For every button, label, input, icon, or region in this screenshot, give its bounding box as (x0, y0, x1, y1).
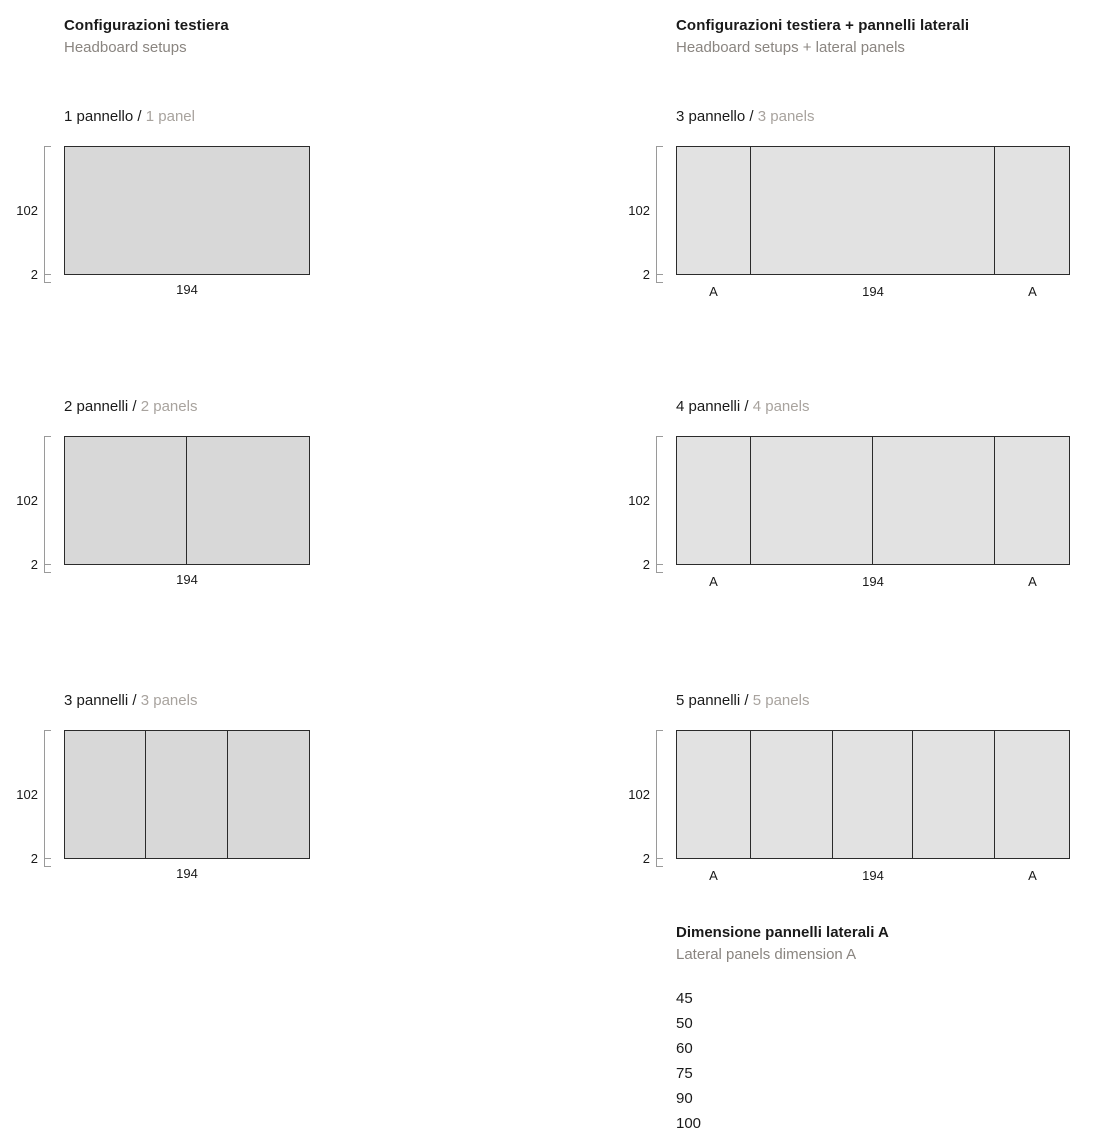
figure-4-panels-lateral-label-sep: / (744, 398, 749, 415)
figure-2-panels-label-sep: / (132, 398, 137, 415)
figure-3-panels-height-bracket (44, 730, 51, 859)
figure-3-panels-lateral-width-label: 194 (862, 284, 884, 299)
lateral-dimension-value: 50 (676, 1015, 693, 1032)
figure-5-panels-lateral-label (676, 692, 809, 709)
figure-5-panels-lateral-height-bracket (656, 730, 663, 859)
figure-1-panel-shape (64, 146, 310, 275)
figure-4-panels-lateral-label-en: 4 panels (752, 398, 810, 415)
figure-5-panels-lateral-base-label: 2 (642, 851, 650, 866)
figure-4-panels-lateral-base-label: 2 (642, 557, 650, 572)
figure-1-panel-base-label: 2 (30, 267, 38, 282)
lateral-panels-dimension-title-en: Lateral panels dimension A (676, 946, 857, 963)
figure-1-panel-height-bracket (44, 146, 51, 275)
right-column-title-it: Configurazioni testiera + pannelli laterali (676, 17, 970, 34)
figure-3-panels-lateral-label-sep: / (749, 108, 754, 125)
figure-1-panel-label-sep: / (137, 108, 142, 125)
figure-3-panels-lateral-label-it: 3 pannello (676, 108, 746, 125)
figure-2-panels-height-label: 102 (16, 493, 38, 508)
figure-4-panels-lateral-height-label: 102 (628, 493, 650, 508)
figure-1-panel-width-label: 194 (176, 282, 198, 297)
figure-1-panel-label (64, 108, 195, 125)
figure-4-panels-lateral-shape (676, 436, 1070, 565)
figure-3-panels-width-label: 194 (176, 866, 198, 881)
figure-5-panels-lateral-height-label: 102 (628, 787, 650, 802)
figure-4-panels-lateral-label-it: 4 pannelli (676, 398, 741, 415)
figure-3-panels-base-tick (44, 866, 51, 867)
figure-2-panels-shape (64, 436, 310, 565)
lateral-panels-dimension-title-it: Dimensione pannelli laterali A (676, 924, 889, 941)
figure-3-panels-lateral-base-tick (656, 282, 663, 283)
figure-3-panels-label (64, 692, 197, 709)
figure-2-panels-height-bracket (44, 436, 51, 565)
figure-2-panels-width-label: 194 (176, 572, 198, 587)
figure-5-panels-lateral-base-tick (656, 866, 663, 867)
figure-2-panels-label-it: 2 pannelli (64, 398, 129, 415)
figure-5-panels-lateral-shape (676, 730, 1070, 859)
figure-1-panel-label-it: 1 pannello (64, 108, 134, 125)
figure-1-panel-base-tick (44, 282, 51, 283)
left-column-title-en: Headboard setups (64, 39, 187, 56)
figure-3-panels-lateral-height-label: 102 (628, 203, 650, 218)
figure-4-panels-lateral-base-tick (656, 572, 663, 573)
lateral-dimension-value: 75 (676, 1065, 693, 1082)
figure-5-panels-lateral-left-label: A (709, 868, 718, 883)
figure-5-panels-lateral-width-label: 194 (862, 868, 884, 883)
figure-3-panels-height-label: 102 (16, 787, 38, 802)
lateral-panels-dimension-list (676, 986, 701, 1136)
figure-4-panels-lateral-left-label: A (709, 574, 718, 589)
figure-3-panels-lateral-left-label: A (709, 284, 718, 299)
figure-1-panel-height-label: 102 (16, 203, 38, 218)
figure-3-panels-shape (64, 730, 310, 859)
figure-4-panels-lateral-right-label: A (1028, 574, 1037, 589)
figure-3-panels-lateral-base-label: 2 (642, 267, 650, 282)
lateral-dimension-value: 90 (676, 1090, 693, 1107)
figure-3-panels-label-it: 3 pannelli (64, 692, 129, 709)
figure-5-panels-lateral-label-sep: / (744, 692, 749, 709)
figure-3-panels-lateral-label (676, 108, 814, 125)
figure-2-panels-label (64, 398, 197, 415)
figure-1-panel-label-en: 1 panel (145, 108, 195, 125)
right-column-title-en: Headboard setups + lateral panels (676, 39, 905, 56)
figure-4-panels-lateral-width-label: 194 (862, 574, 884, 589)
figure-5-panels-lateral-label-en: 5 panels (752, 692, 810, 709)
figure-3-panels-lateral-height-bracket (656, 146, 663, 275)
figure-3-panels-base-label: 2 (30, 851, 38, 866)
figure-4-panels-lateral-height-bracket (656, 436, 663, 565)
figure-5-panels-lateral-right-label: A (1028, 868, 1037, 883)
lateral-dimension-value: 100 (676, 1115, 702, 1132)
figure-2-panels-base-tick (44, 572, 51, 573)
lateral-dimension-value: 45 (676, 990, 693, 1007)
figure-4-panels-lateral-label (676, 398, 809, 415)
figure-5-panels-lateral-label-it: 5 pannelli (676, 692, 741, 709)
lateral-dimension-value: 60 (676, 1040, 693, 1057)
figure-3-panels-label-en: 3 panels (140, 692, 198, 709)
figure-3-panels-lateral-right-label: A (1028, 284, 1037, 299)
figure-2-panels-label-en: 2 panels (140, 398, 198, 415)
figure-2-panels-base-label: 2 (30, 557, 38, 572)
figure-3-panels-lateral-shape (676, 146, 1070, 275)
figure-3-panels-label-sep: / (132, 692, 137, 709)
left-column-title-it: Configurazioni testiera (64, 17, 229, 34)
figure-3-panels-lateral-label-en: 3 panels (757, 108, 815, 125)
